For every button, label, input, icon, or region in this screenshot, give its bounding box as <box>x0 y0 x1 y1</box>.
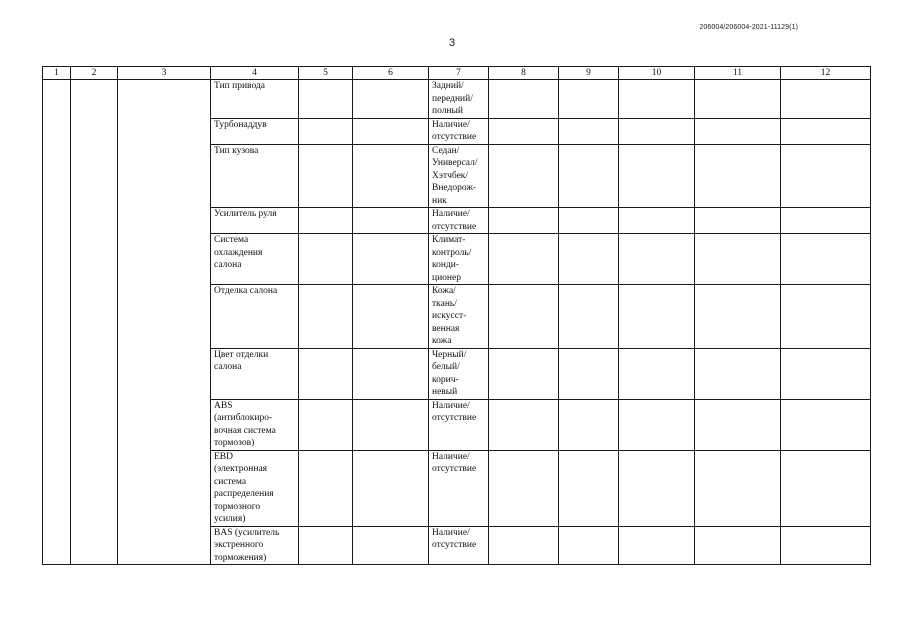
parameter-label: Тип кузова <box>214 145 259 156</box>
merged-cell-col-1 <box>43 80 71 565</box>
empty-cell-col-10 <box>619 118 695 144</box>
parameter-label: Отделка салона <box>214 286 278 296</box>
empty-cell-col-6 <box>353 285 429 349</box>
column-header-4: 4 <box>211 67 299 80</box>
column-header-11: 11 <box>695 67 781 80</box>
empty-cell-col-11 <box>695 80 781 119</box>
empty-cell-col-9 <box>559 234 619 285</box>
page-number: 3 <box>449 37 456 49</box>
empty-cell-col-9 <box>559 208 619 234</box>
empty-cell-col-11 <box>695 208 781 234</box>
empty-cell-col-5 <box>299 285 353 349</box>
empty-cell-col-5 <box>299 526 353 565</box>
empty-cell-col-10 <box>619 234 695 285</box>
parameter-label: ABS (антиблокиро- вочная система тормозов) <box>214 400 276 448</box>
empty-cell-col-5 <box>299 450 353 526</box>
value-options-cell <box>429 285 489 349</box>
value-options-label: Седан/ Универсал/ Хэтчбек/ Внедорож- ник <box>432 145 478 206</box>
empty-cell-col-5 <box>299 208 353 234</box>
empty-cell-col-12 <box>781 208 871 234</box>
header-row <box>43 67 871 80</box>
specification-table <box>42 66 871 565</box>
parameter-label: Тип привода <box>214 81 265 91</box>
value-options-cell <box>429 144 489 208</box>
empty-cell-col-9 <box>559 80 619 119</box>
empty-cell-col-10 <box>619 208 695 234</box>
empty-cell-col-8 <box>489 348 559 399</box>
empty-cell-col-9 <box>559 285 619 349</box>
column-header-12: 12 <box>781 67 871 80</box>
empty-cell-col-9 <box>559 118 619 144</box>
parameter-cell <box>211 526 299 565</box>
value-options-cell <box>429 80 489 119</box>
column-header-3: 3 <box>118 67 211 80</box>
empty-cell-col-6 <box>353 234 429 285</box>
value-options-cell <box>429 118 489 144</box>
empty-cell-col-11 <box>695 285 781 349</box>
empty-cell-col-6 <box>353 526 429 565</box>
parameter-label: Система охлаждения салона <box>214 235 263 270</box>
empty-cell-col-10 <box>619 526 695 565</box>
empty-cell-col-6 <box>353 399 429 450</box>
empty-cell-col-10 <box>619 80 695 119</box>
value-options-cell <box>429 234 489 285</box>
empty-cell-col-8 <box>489 80 559 119</box>
value-options-label: Задний/ передний/ полный <box>432 81 473 116</box>
empty-cell-col-12 <box>781 348 871 399</box>
empty-cell-col-12 <box>781 80 871 119</box>
value-options-cell <box>429 348 489 399</box>
empty-cell-col-8 <box>489 144 559 208</box>
value-options-label: Черный/ белый/ корич- невый <box>432 349 467 397</box>
merged-cell-col-3 <box>118 80 211 565</box>
parameter-label: Усилитель руля <box>214 209 277 219</box>
parameter-cell <box>211 118 299 144</box>
empty-cell-col-11 <box>695 144 781 208</box>
empty-cell-col-9 <box>559 399 619 450</box>
empty-cell-col-11 <box>695 399 781 450</box>
empty-cell-col-12 <box>781 234 871 285</box>
empty-cell-col-9 <box>559 526 619 565</box>
value-options-label: Наличие/ отсутствие <box>432 119 477 142</box>
parameter-cell <box>211 399 299 450</box>
column-header-1: 1 <box>43 67 71 80</box>
empty-cell-col-6 <box>353 348 429 399</box>
document-id: 206004/206004-2021-11129(1) <box>699 24 798 31</box>
value-options-cell <box>429 208 489 234</box>
table-body <box>43 80 871 565</box>
empty-cell-col-12 <box>781 285 871 349</box>
value-options-label: Наличие/ отсутствие <box>432 451 477 474</box>
empty-cell-col-6 <box>353 80 429 119</box>
empty-cell-col-9 <box>559 450 619 526</box>
column-header-9: 9 <box>559 67 619 80</box>
parameter-label: Турбонаддув <box>214 119 267 130</box>
empty-cell-col-8 <box>489 208 559 234</box>
parameter-cell <box>211 80 299 119</box>
empty-cell-col-8 <box>489 526 559 565</box>
column-header-5: 5 <box>299 67 353 80</box>
parameter-label: Цвет отделки салона <box>214 349 269 372</box>
parameter-cell <box>211 450 299 526</box>
column-header-2: 2 <box>71 67 118 80</box>
value-options-label: Кожа/ ткань/ искусст- венная кожа <box>432 286 467 346</box>
empty-cell-col-10 <box>619 348 695 399</box>
value-options-label: Наличие/ отсутствие <box>432 209 477 232</box>
empty-cell-col-11 <box>695 348 781 399</box>
empty-cell-col-6 <box>353 144 429 208</box>
empty-cell-col-11 <box>695 118 781 144</box>
empty-cell-col-8 <box>489 234 559 285</box>
merged-cell-col-2 <box>71 80 118 565</box>
empty-cell-col-11 <box>695 234 781 285</box>
value-options-label: Наличие/ отсутствие <box>432 527 477 550</box>
empty-cell-col-6 <box>353 450 429 526</box>
empty-cell-col-5 <box>299 234 353 285</box>
parameter-label: BAS (усилитель экстренного торможения) <box>214 527 280 563</box>
empty-cell-col-6 <box>353 118 429 144</box>
parameter-cell <box>211 285 299 349</box>
column-header-7: 7 <box>429 67 489 80</box>
empty-cell-col-11 <box>695 450 781 526</box>
value-options-cell <box>429 450 489 526</box>
empty-cell-col-5 <box>299 118 353 144</box>
empty-cell-col-12 <box>781 399 871 450</box>
empty-cell-col-5 <box>299 80 353 119</box>
parameter-cell <box>211 144 299 208</box>
value-options-label: Наличие/ отсутствие <box>432 400 477 423</box>
value-options-cell <box>429 399 489 450</box>
column-header-8: 8 <box>489 67 559 80</box>
empty-cell-col-10 <box>619 450 695 526</box>
empty-cell-col-12 <box>781 118 871 144</box>
empty-cell-col-11 <box>695 526 781 565</box>
empty-cell-col-5 <box>299 144 353 208</box>
empty-cell-col-10 <box>619 399 695 450</box>
parameter-cell <box>211 234 299 285</box>
table-header <box>43 67 871 80</box>
empty-cell-col-10 <box>619 144 695 208</box>
value-options-label: Климат- контроль/ конди- ционер <box>432 235 472 283</box>
empty-cell-col-8 <box>489 118 559 144</box>
empty-cell-col-10 <box>619 285 695 349</box>
empty-cell-col-12 <box>781 450 871 526</box>
empty-cell-col-8 <box>489 450 559 526</box>
column-header-10: 10 <box>619 67 695 80</box>
empty-cell-col-9 <box>559 144 619 208</box>
empty-cell-col-5 <box>299 348 353 399</box>
empty-cell-col-6 <box>353 208 429 234</box>
value-options-cell <box>429 526 489 565</box>
column-header-6: 6 <box>353 67 429 80</box>
empty-cell-col-9 <box>559 348 619 399</box>
empty-cell-col-12 <box>781 526 871 565</box>
empty-cell-col-5 <box>299 399 353 450</box>
empty-cell-col-8 <box>489 285 559 349</box>
parameter-label: EBD (электронная система распределения тормозного усилия) <box>214 451 274 524</box>
empty-cell-col-8 <box>489 399 559 450</box>
table-row <box>43 80 871 119</box>
parameter-cell <box>211 208 299 234</box>
empty-cell-col-12 <box>781 144 871 208</box>
parameter-cell <box>211 348 299 399</box>
